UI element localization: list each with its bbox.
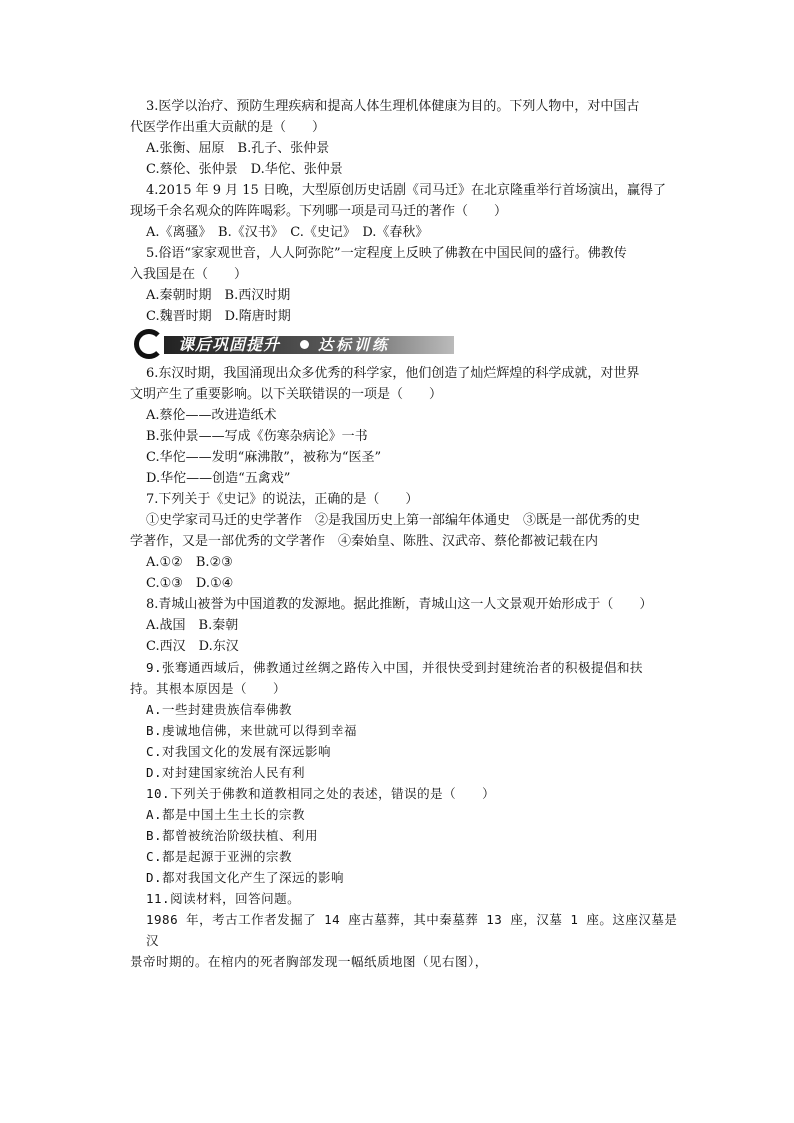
question-11 [130, 888, 686, 972]
option-line: A.一些封建贵族信奉佛教 [146, 702, 293, 717]
question-stem-line: 9.张骞通西域后，佛教通过丝绸之路传入中国，并很快受到封建统治者的积极提倡和扶 [146, 660, 644, 675]
banner-title: 课后巩固提升 [178, 335, 281, 354]
banner-subtitle: 达标训练 [318, 336, 391, 354]
option-line: D.对封建国家统治人民有利 [146, 765, 306, 780]
option-line: C.华佗——发明“麻沸散”，被称为“医圣” [146, 450, 382, 465]
question-group-mid [130, 363, 686, 657]
option-line: C.魏晋时期 D.隋唐时期 [146, 309, 291, 324]
option-line: A.都是中国土生土长的宗教 [146, 807, 306, 822]
question-stem-line: 学著作，又是一部优秀的文学著作 ④秦始皇、陈胜、汉武帝、蔡伦都被记载在内 [130, 534, 599, 549]
option-line: A.秦朝时期 B.西汉时期 [146, 288, 291, 303]
option-line: D.华佗——创造“五禽戏” [146, 471, 291, 486]
section-banner [134, 329, 464, 359]
option-line: B.张仲景——写成《伤寒杂病论》一书 [146, 429, 368, 444]
material-line: 1986 年，考古工作者发掘了 14 座古墓葬，其中秦墓葬 13 座，汉墓 1 座。这座汉墓是汉 [146, 912, 678, 948]
option-line: C.西汉 D.东汉 [146, 639, 239, 654]
question-stem-line: 10.下列关于佛教和道教相同之处的表述，错误的是（ ） [146, 786, 496, 801]
option-line: A.张衡、屈原 B.孔子、张仲景 [146, 141, 330, 156]
question-stem-line: 4.2015 年 9 月 15 日晚，大型原创历史话剧《司马迁》在北京隆重举行首场演出，赢得了 [146, 183, 666, 198]
option-line: C.①③ D.①④ [146, 576, 234, 591]
question-stem-line: 5.俗语“家家观世音，人人阿弥陀”一定程度上反映了佛教在中国民间的盛行。佛教传 [146, 246, 627, 261]
option-line: C.都是起源于亚洲的宗教 [146, 849, 293, 864]
option-line: B.都曾被统治阶级扶植、利用 [146, 828, 319, 843]
option-line: A.《离骚》 B.《汉书》 C.《史记》 D.《春秋》 [146, 225, 429, 240]
option-line: A.①② B.②③ [146, 555, 233, 570]
question-5 [130, 243, 686, 327]
question-4 [130, 180, 686, 243]
question-9 [130, 657, 686, 783]
question-group-top [130, 96, 686, 327]
option-line: D.都对我国文化产生了深远的影响 [146, 870, 345, 885]
question-stem-line: 文明产生了重要影响。以下关联错误的一项是（ ） [130, 387, 443, 402]
question-stem-line: 入我国是在（ ） [130, 267, 248, 282]
bullet-dot-icon [300, 340, 309, 349]
option-line: C.对我国文化的发展有深远影响 [146, 744, 332, 759]
question-stem-line: 6.东汉时期，我国涌现出众多优秀的科学家，他们创造了灿烂辉煌的科学成就，对世界 [146, 366, 640, 381]
question-stem-line: 11.阅读材料，回答问题。 [146, 891, 301, 906]
question-stem-line: 3.医学以治疗、预防生理疾病和提高人体生理机体健康为目的。下列人物中，对中国古 [146, 99, 640, 114]
material-line: 景帝时期的。在棺内的死者胸部发现一幅纸质地图（见右图）， [130, 954, 488, 969]
option-line: A.战国 B.秦朝 [146, 618, 239, 633]
question-10 [146, 783, 686, 888]
option-line: B.虔诚地信佛，来世就可以得到幸福 [146, 723, 358, 738]
question-stem-line: 现场千余名观众的阵阵喝彩。下列哪一项是司马迁的著作（ ） [130, 204, 508, 219]
option-line: C.蔡伦、张仲景 D.华佗、张仲景 [146, 162, 343, 177]
question-stem-line: 7.下列关于《史记》的说法，正确的是（ ） [146, 492, 419, 507]
question-group-bottom [130, 657, 686, 972]
question-stem-line: 持。其根本原因是（ ） [130, 681, 287, 696]
document-body [130, 96, 686, 972]
question-stem-line: 代医学作出重大贡献的是（ ） [130, 120, 326, 135]
question-stem-line: 8.青城山被誉为中国道教的发源地。据此推断，青城山这一人文景观开始形成于（ ） [146, 597, 653, 612]
question-stem-line: ①史学家司马迁的史学著作 ②是我国历史上第一部编年体通史 ③既是一部优秀的史 [146, 513, 641, 528]
c-logo-icon [134, 329, 164, 359]
option-line: A.蔡伦——改进造纸术 [146, 408, 277, 423]
question-6 [130, 363, 686, 489]
question-3 [130, 96, 686, 180]
question-8 [146, 594, 686, 657]
question-7 [130, 489, 686, 594]
